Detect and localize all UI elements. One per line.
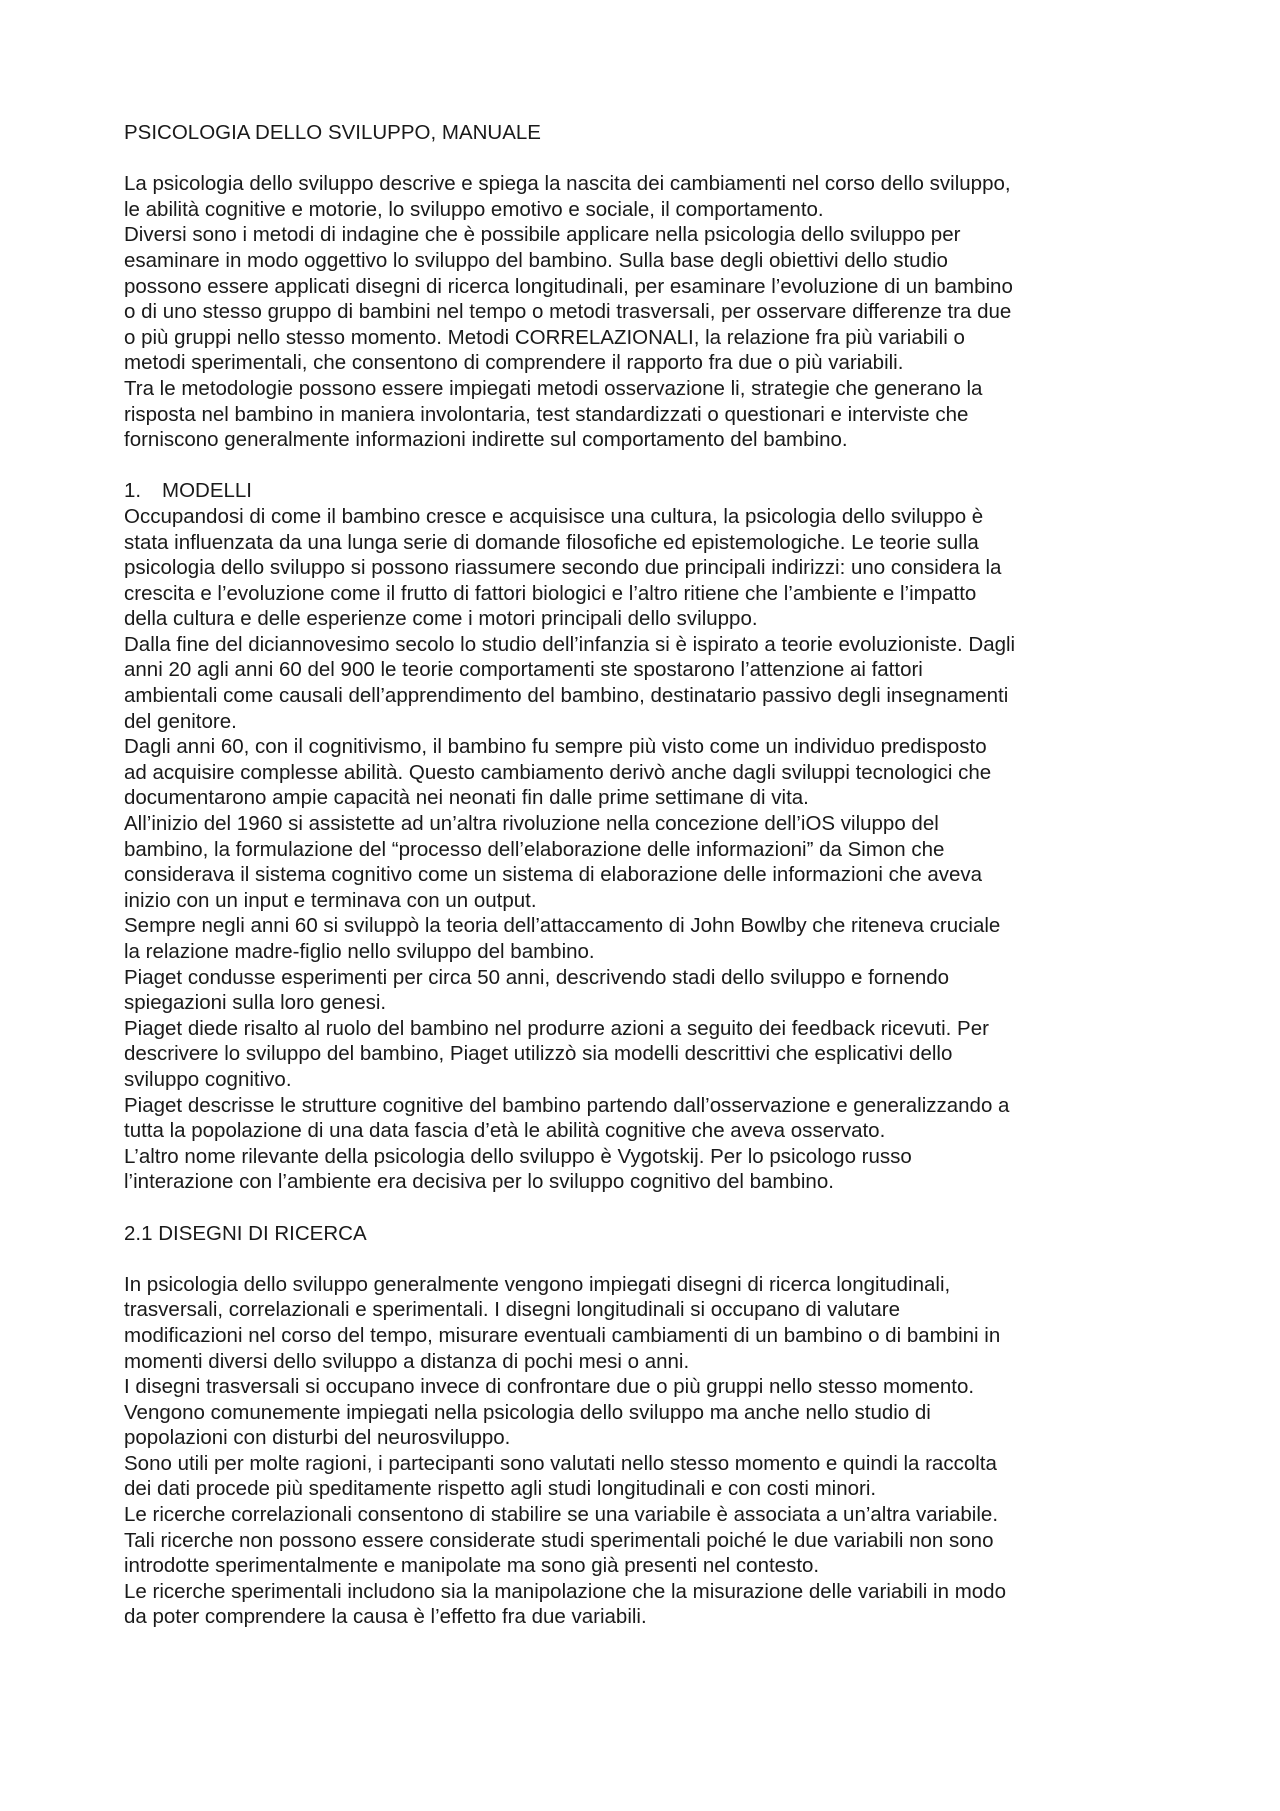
text-line: sviluppo cognitivo.	[124, 1067, 292, 1091]
text-line: risposta nel bambino in maniera involontaria, test standardizzati o questionari e interviste che	[124, 402, 969, 426]
text-line: la relazione madre-figlio nello sviluppo del bambino.	[124, 940, 595, 963]
text-line: modificazioni nel corso del tempo, misurare eventuali cambiamenti di un bambino o di bambini in	[124, 1323, 1001, 1347]
text-line: tutta la popolazione di una data fascia d’età le abilità cognitive che aveva osservato.	[124, 1119, 886, 1143]
spacer	[124, 453, 1184, 479]
text-line: In psicologia dello sviluppo generalmente vengono impiegati disegni di ricerca longitudinali,	[124, 1272, 951, 1296]
text-line: bambino, la formulazione del “processo dell’elaborazione delle informazioni” da Simon che	[124, 837, 945, 861]
text-line: Piaget descrisse le strutture cognitive del bambino partendo dall’osservazione e generalizzando a	[124, 1093, 1010, 1117]
text-line: anni 20 agli anni 60 del 900 le teorie comportamenti ste spostarono l’attenzione ai fattori	[124, 658, 923, 682]
document-page	[124, 120, 1184, 1630]
text-line: Le ricerche correlazionali consentono di stabilire se una variabile è associata a un’altra variabile.	[124, 1503, 999, 1527]
text-line: descrivere lo sviluppo del bambino, Piaget utilizzò sia modelli descrittivi che esplicativi dello	[124, 1042, 953, 1066]
spacer	[124, 1246, 1184, 1272]
text-line: Le ricerche sperimentali includono sia la manipolazione che la misurazione delle variabili in modo	[124, 1579, 1006, 1603]
text-line: I disegni trasversali si occupano invece di confrontare due o più gruppi nello stesso momento.	[124, 1375, 975, 1399]
spacer	[124, 146, 1184, 172]
text-line: introdotte sperimentalmente e manipolate ma sono già presenti nel contesto.	[124, 1554, 820, 1578]
text-line: forniscono generalmente informazioni indirette sul comportamento del bambino.	[124, 428, 848, 452]
text-line: popolazioni con disturbi del neurosviluppo.	[124, 1426, 511, 1450]
text-line: del genitore.	[124, 709, 237, 733]
intro-paragraph	[124, 171, 1184, 453]
text-line: o di uno stesso gruppo di bambini nel tempo o metodi trasversali, per osservare differenze tra due	[124, 300, 1012, 324]
text-line: ad acquisire complesse abilità. Questo cambiamento derivò anche dagli sviluppi tecnologici che	[124, 760, 992, 784]
section-1-heading	[124, 478, 1184, 504]
text-line: psicologia dello sviluppo si possono riassumere secondo due principali indirizzi: uno considera la	[124, 556, 1002, 580]
spacer	[124, 1195, 1184, 1221]
text-line: Tra le metodologie possono essere impiegati metodi osservazione li, strategie che generano la	[124, 376, 983, 400]
text-line: dei dati procede più speditamente rispetto agli studi longitudinali e con costi minori.	[124, 1477, 877, 1501]
text-line: trasversali, correlazionali e sperimentali. I disegni longitudinali si occupano di valutare	[124, 1298, 900, 1322]
text-line: Diversi sono i metodi di indagine che è possibile applicare nella psicologia dello sviluppo per	[124, 223, 961, 247]
text-line: possono essere applicati disegni di ricerca longitudinali, per esaminare l’evoluzione di un bambino	[124, 274, 1013, 298]
text-line: considerava il sistema cognitivo come un sistema di elaborazione delle informazioni che aveva	[124, 863, 983, 887]
text-line: Piaget condusse esperimenti per circa 50 anni, descrivendo stadi dello sviluppo e fornendo	[124, 965, 950, 989]
text-line: Sono utili per molte ragioni, i partecipanti sono valutati nello stesso momento e quindi la raccolta	[124, 1451, 997, 1475]
section-1-number: 1.	[124, 479, 142, 503]
text-line: All’inizio del 1960 si assistette ad un’altra rivoluzione nella concezione dell’iOS viluppo del	[124, 812, 939, 836]
section-2-heading: 2.1 DISEGNI DI RICERCA	[124, 1221, 367, 1245]
text-line: documentarono ampie capacità nei neonati fin dalle prime settimane di vita.	[124, 786, 809, 810]
section-1-title: MODELLI	[162, 479, 252, 503]
section-1-body	[124, 504, 1184, 1195]
text-line: Dagli anni 60, con il cognitivismo, il bambino fu sempre più visto come un individuo predisposto	[124, 735, 987, 759]
text-line: Sempre negli anni 60 si sviluppò la teoria dell’attaccamento di John Bowlby che riteneva cruciale	[124, 914, 1001, 938]
text-line: o più gruppi nello stesso momento. Metodi CORRELAZIONALI, la relazione fra più variabili o	[124, 325, 965, 349]
text-line: l’interazione con l’ambiente era decisiva per lo sviluppo cognitivo del bambino.	[124, 1170, 834, 1194]
text-line: spiegazioni sulla loro genesi.	[124, 991, 387, 1015]
text-line: da poter comprendere la causa è l’effetto fra due variabili.	[124, 1605, 647, 1629]
text-line: stata influenzata da una lunga serie di domande filosofiche ed epistemologiche. Le teorie sulla	[124, 530, 979, 554]
text-line: L’altro nome rilevante della psicologia dello sviluppo è Vygotskij. Per lo psicologo russo	[124, 1144, 912, 1168]
text-line: Occupandosi di come il bambino cresce e acquisisce una cultura, la psicologia dello sviluppo è	[124, 504, 984, 528]
text-line: Vengono comunemente impiegati nella psicologia dello sviluppo ma anche nello studio di	[124, 1400, 931, 1424]
text-line: della cultura e delle esperienze come i motori principali dello sviluppo.	[124, 607, 758, 631]
text-line: La psicologia dello sviluppo descrive e spiega la nascita dei cambiamenti nel corso dello sviluppo,	[124, 172, 1011, 196]
text-line: metodi sperimentali, che consentono di comprendere il rapporto fra due o più variabili.	[124, 351, 904, 375]
text-line: crescita e l’evoluzione come il frutto di fattori biologici e l’altro ritiene che l’ambiente e l’impatto	[124, 581, 977, 605]
text-line: esaminare in modo oggettivo lo sviluppo del bambino. Sulla base degli obiettivi dello studio	[124, 248, 948, 272]
document-title: PSICOLOGIA DELLO SVILUPPO, MANUALE	[124, 121, 541, 144]
text-line: inizio con un input e terminava con un output.	[124, 888, 537, 912]
text-line: momenti diversi dello sviluppo a distanza di pochi mesi o anni.	[124, 1349, 690, 1373]
text-line: Dalla fine del diciannovesimo secolo lo studio dell’infanzia si è ispirato a teorie evoluzioniste. Dagli	[124, 632, 1016, 656]
text-line: Piaget diede risalto al ruolo del bambino nel produrre azioni a seguito dei feedback ricevuti. Per	[124, 1016, 989, 1040]
text-line: Tali ricerche non possono essere considerate studi sperimentali poiché le due variabili non sono	[124, 1528, 994, 1552]
section-2-body	[124, 1272, 1184, 1630]
text-line: le abilità cognitive e motorie, lo sviluppo emotivo e sociale, il comportamento.	[124, 197, 824, 221]
text-line: ambientali come causali dell’apprendimento del bambino, destinatario passivo degli insegnamenti	[124, 684, 1009, 708]
